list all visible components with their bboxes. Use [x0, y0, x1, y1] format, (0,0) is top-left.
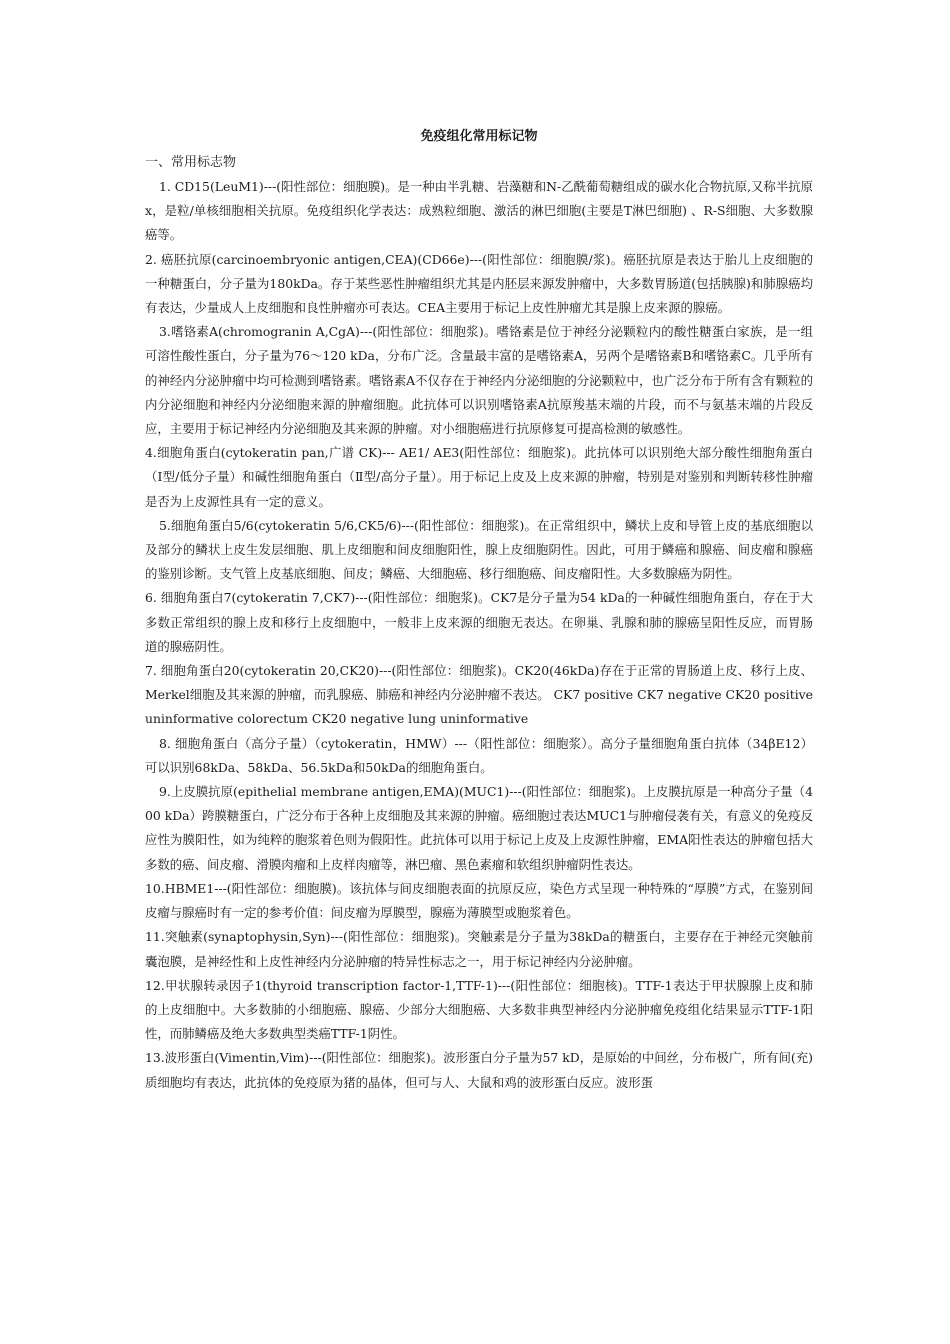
paragraph-ttf1: 12.甲状腺转录因子1(thyroid transcription factor-1,TTF-1)---(阳性部位：细胞核)。TTF-1表达于甲状腺腺上皮和肺的上皮细胞中。大多数肺的小细胞癌、腺癌、少部分大细胞癌、大多数非典型神经内分泌肿瘤免疫组化结果显示TTF-1阳性，而肺鳞癌及绝大多数典型类癌TTF-1阴性。 — [145, 977, 813, 1042]
paragraph-ck20: 7. 细胞角蛋白20(cytokeratin 20,CK20)---(阳性部位：细胞浆)。CK20(46kDa)存在于正常的胃肠道上皮、移行上皮、Merkel细胞及其来源的肿瘤，而乳腺癌、肺癌和神经内分泌肿瘤不表达。 CK7 positive CK7 negative CK20 positive uninformative colorectum CK20 negative lung uninformative — [145, 663, 813, 727]
paragraph-ck56: 5.细胞角蛋白5/6(cytokeratin 5/6,CK5/6)---(阳性部位：细胞浆)。在正常组织中，鳞状上皮和导管上皮的基底细胞以及部分的鳞状上皮生发层细胞、肌上皮细胞和间皮细胞阳性，腺上皮细胞阴性。因此，可用于鳞癌和腺癌、间皮瘤和腺癌的鉴别诊断。支气管上皮基底细胞、间皮；鳞癌、大细胞癌、移行细胞癌、间皮瘤阳性。大多数腺癌为阴性。 — [145, 517, 813, 582]
section-heading: 一、常用标志物 — [145, 155, 237, 170]
document-title: 免疫组化常用标记物 — [420, 129, 538, 144]
paragraph-ck-pan: 4.细胞角蛋白(cytokeratin pan,广谱 CK)--- AE1/ AE3(阳性部位：细胞浆)。此抗体可以识别绝大部分酸性细胞角蛋白（Ⅰ型/低分子量）和碱性细胞角蛋白（Ⅱ型/高分子量）。用于标记上皮及上皮来源的肿瘤，特别是对鉴别和判断转移性肿瘤是否为上皮源性具有一定的意义。 — [145, 445, 813, 509]
paragraph-cga: 3.嗜铬素A(chromogranin A,CgA)---(阳性部位：细胞浆)。嗜铬素是位于神经分泌颗粒内的酸性糖蛋白家族，是一组可溶性酸性蛋白，分子量为76～120 kDa，分布广泛。含量最丰富的是嗜铬素A，另两个是嗜铬素B和嗜铬素C。几乎所有的神经内分泌肿瘤中均可检测到嗜铬素。嗜铬素A不仅存在于神经内分泌细胞的分泌颗粒中，也广泛分布于所有含有颗粒的内分泌细胞和神经内分泌细胞来源的肿瘤细胞。此抗体可以识别嗜铬素A抗原羧基末端的片段，而不与氨基末端的片段反应，主要用于标记神经内分泌细胞及其来源的肿瘤。对小细胞癌进行抗原修复可提高检测的敏感性。 — [145, 324, 813, 437]
paragraph-cd15: 1. CD15(LeuM1)---(阳性部位：细胞膜)。是一种由半乳糖、岩藻糖和N-乙酰葡萄糖组成的碳水化合物抗原,又称半抗原 x，是粒/单核细胞相关抗原。免疫组织化学表达：成熟粒细胞、激活的淋巴细胞(主要是T淋巴细胞) 、R-S细胞、大多数腺癌等。 — [145, 179, 813, 243]
paragraph-ck-hmw: 8. 细胞角蛋白（高分子量）（cytokeratin，HMW）---（阳性部位：细胞浆）。高分子量细胞角蛋白抗体（34βE12）可以识别68kDa、58kDa、56.5kDa和50kDa的细胞角蛋白。 — [145, 735, 813, 775]
paragraph-ck7: 6. 细胞角蛋白7(cytokeratin 7,CK7)---(阳性部位：细胞浆)。CK7是分子量为54 kDa的一种碱性细胞角蛋白，存在于大多数正常组织的腺上皮和移行上皮细胞中，一般非上皮来源的细胞无表达。在卵巢、乳腺和肺的腺癌呈阳性反应，而胃肠道的腺癌阴性。 — [145, 590, 813, 654]
paragraph-syn: 11.突触素(synaptophysin,Syn)---(阳性部位：细胞浆)。突触素是分子量为38kDa的糖蛋白，主要存在于神经元突触前囊泡膜，是神经性和上皮性神经内分泌肿瘤的特异性标志之一，用于标记神经内分泌肿瘤。 — [145, 929, 813, 969]
paragraph-ema: 9.上皮膜抗原(epithelial membrane antigen,EMA)(MUC1)---(阳性部位：细胞浆)。上皮膜抗原是一种高分子量（400 kDa）跨膜糖蛋白，广泛分布于各种上皮细胞及其来源的肿瘤。癌细胞过表达MUC1与肿瘤侵袭有关，有意义的免疫反应性为膜阳性，如为纯粹的胞浆着色则为假阳性。此抗体可以用于标记上皮及上皮源性肿瘤，EMA阳性表达的肿瘤包括大多数的癌、间皮瘤、滑膜肉瘤和上皮样肉瘤等，淋巴瘤、黑色素瘤和软组织肿瘤阴性表达。 — [145, 784, 813, 872]
paragraph-cea: 2. 癌胚抗原(carcinoembryonic antigen,CEA)(CD66e)---(阳性部位：细胞膜/浆)。癌胚抗原是表达于胎儿上皮细胞的一种糖蛋白，分子量为180kDa。存于某些恶性肿瘤组织尤其是内胚层来源发肿瘤中，大多数胃肠道(包括胰腺)和肺腺癌均有表达，少量成人上皮细胞和良性肿瘤亦可表达。CEA主要用于标记上皮性肿瘤尤其是腺上皮来源的腺癌。 — [145, 251, 813, 316]
paragraph-hbme1: 10.HBME1---(阳性部位：细胞膜)。该抗体与间皮细胞表面的抗原反应，染色方式呈现一种特殊的“厚膜”方式，在鉴别间皮瘤与腺癌时有一定的参考价值：间皮瘤为厚膜型，腺癌为薄膜型或胞浆着色。 — [145, 880, 813, 921]
paragraph-vimentin: 13.波形蛋白(Vimentin,Vim)---(阳性部位：细胞浆)。波形蛋白分子量为57 kD，是原始的中间丝，分布极广，所有间(充)质细胞均有表达，此抗体的免疫原为猪的晶体，但可与人、大鼠和鸡的波形蛋白反应。波形蛋 — [145, 1050, 813, 1090]
document-page — [145, 125, 813, 1095]
